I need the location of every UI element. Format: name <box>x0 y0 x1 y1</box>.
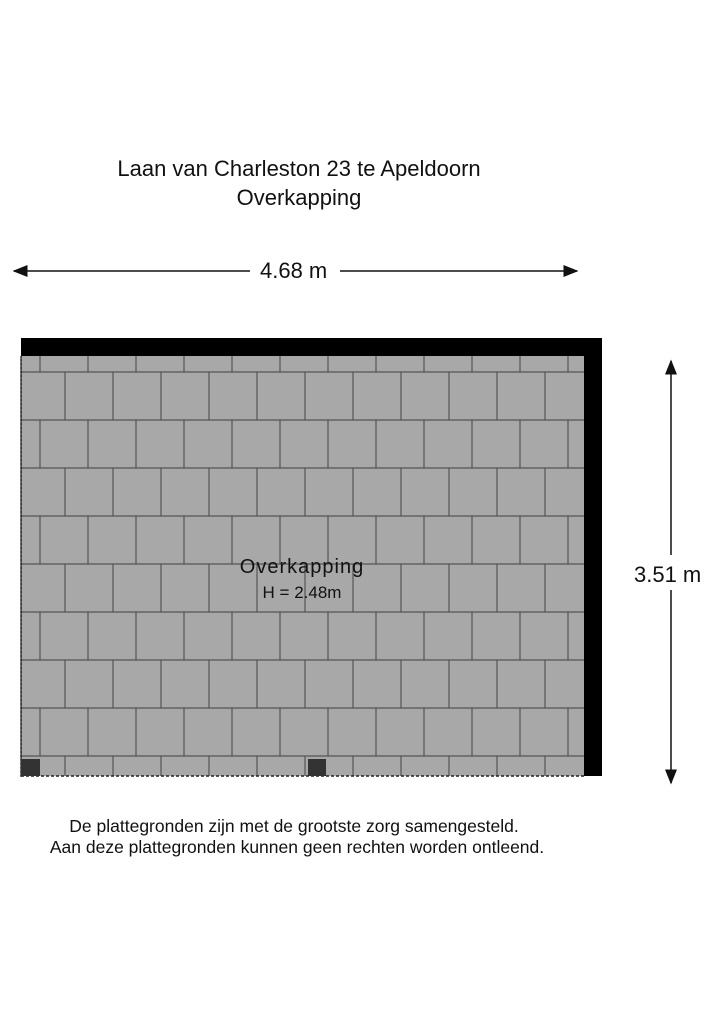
room-height: H = 2.48m <box>262 583 342 602</box>
height-dimension-label: 3.51 m <box>634 560 701 590</box>
floor-title: Overkapping <box>236 185 362 210</box>
wall-top <box>21 338 602 356</box>
disclaimer-line-2: Aan deze plattegronden kunnen geen rechten worden ontleend. <box>49 837 545 857</box>
room-name: Overkapping <box>239 556 365 578</box>
column-post <box>308 759 326 776</box>
disclaimer-line-1: De plattegronden zijn met de grootste zorg samengesteld. <box>69 816 519 836</box>
column-post <box>21 759 40 776</box>
address-title: Laan van Charleston 23 te Apeldoorn <box>117 156 481 181</box>
width-dimension-label: 4.68 m <box>256 258 331 284</box>
